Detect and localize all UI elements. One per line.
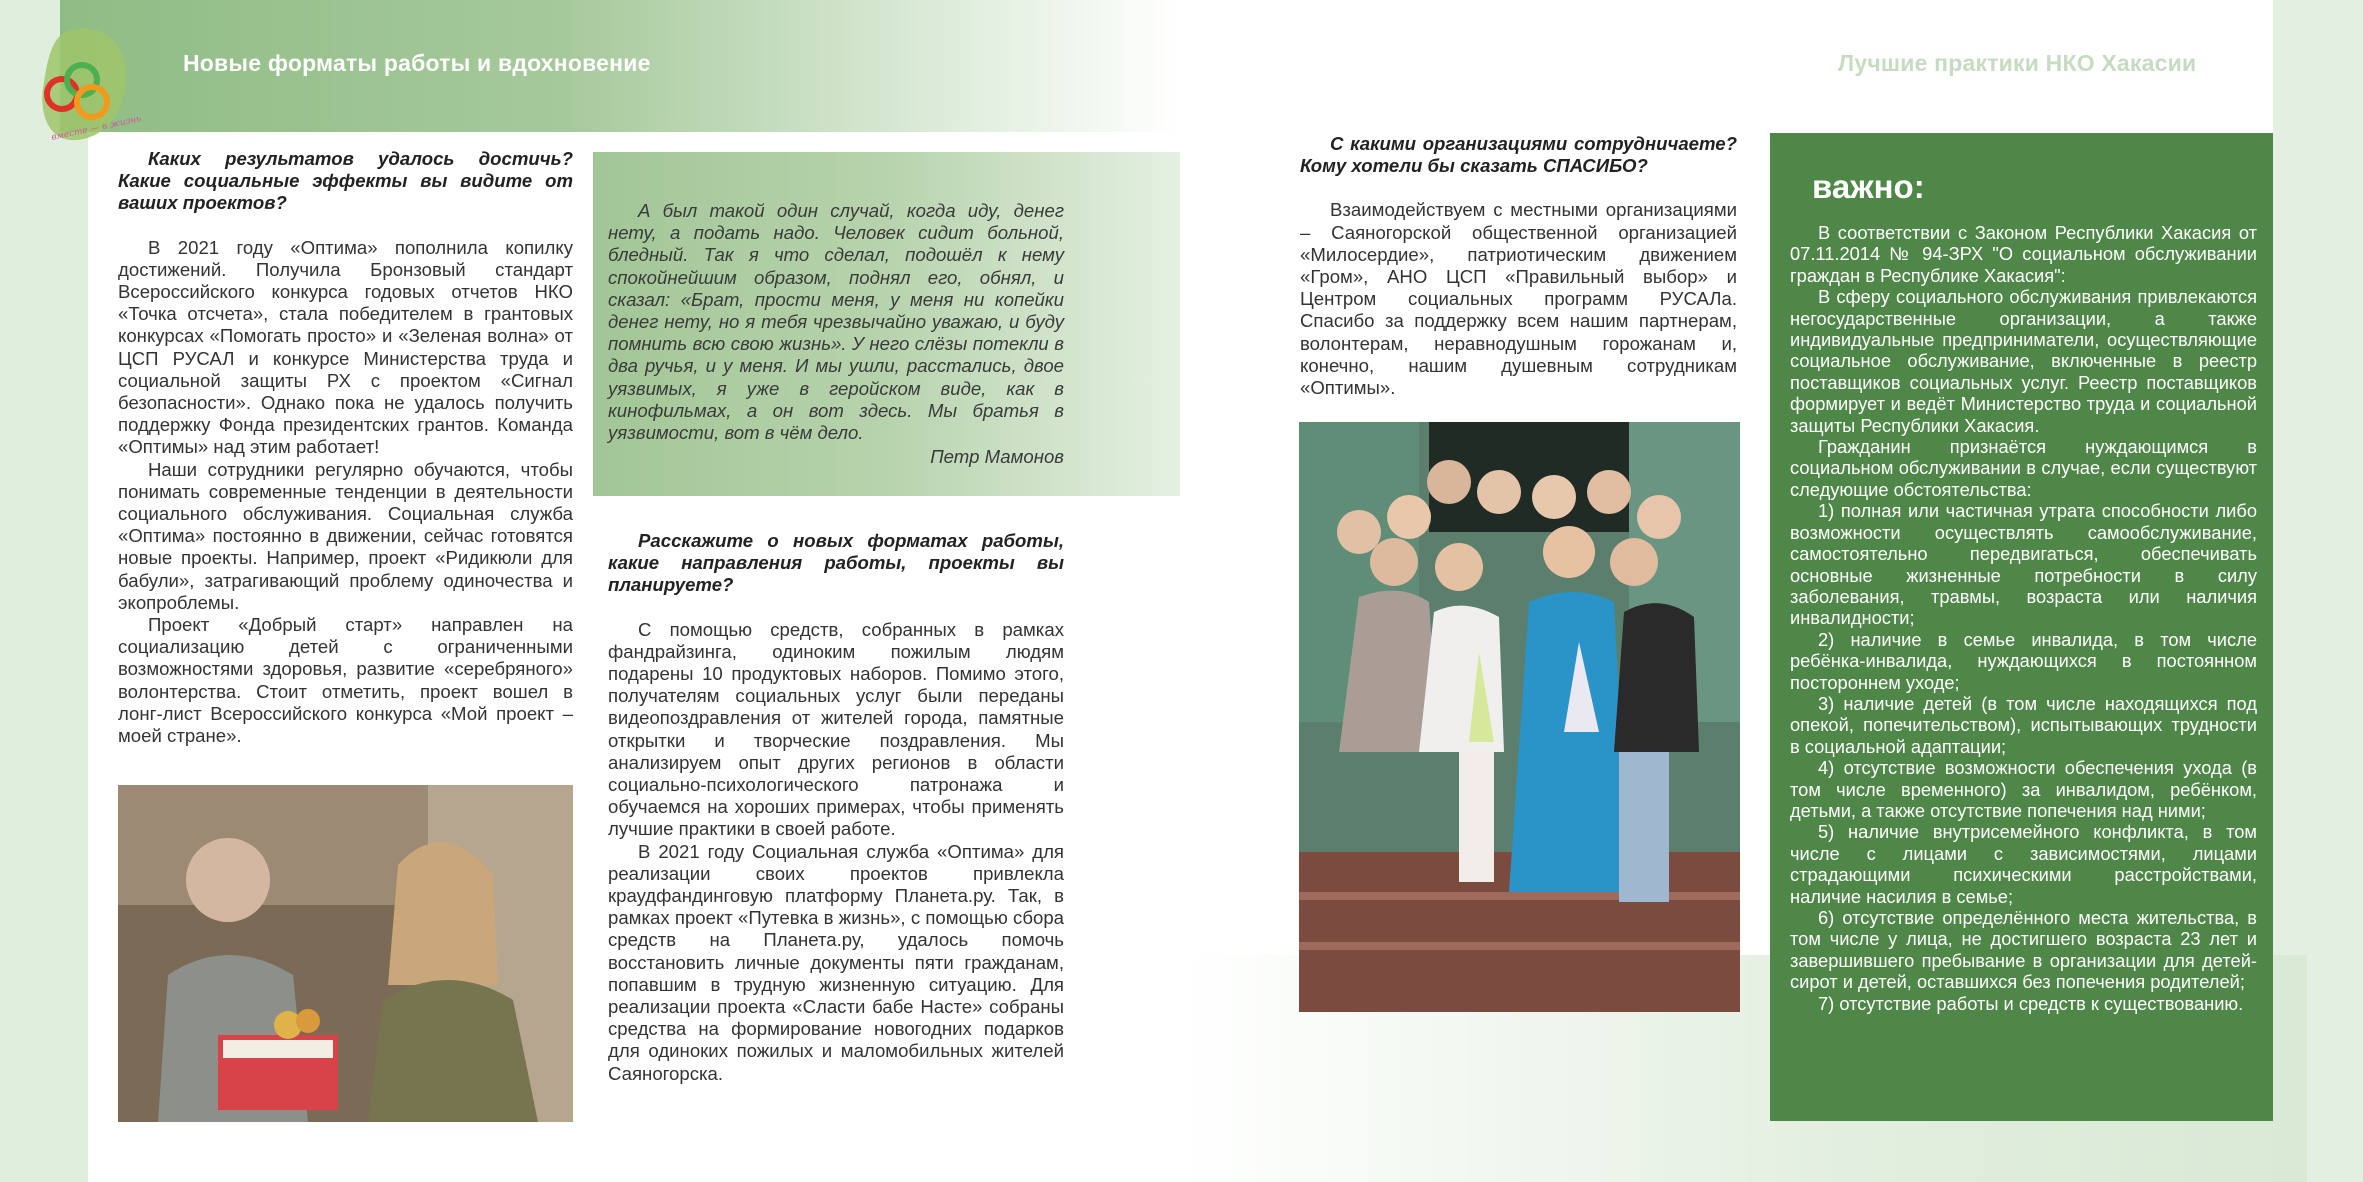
column-partners [1300,133,1737,399]
important-panel-title: важно: [1812,168,1925,205]
paragraph: В 2021 году Социальная служба «Оптима» для реализации своих проектов привлекла краудфандинговую платформу Планета.ру. Так, в рамках проект «Путевка в жизнь», с помощью сбора средств на Планета.ру, удалось помочь восстановить личные документы пяти гражданам, попавшим в трудную жизненную ситуацию. Для реализации проекта «Сласти бабе Насте» собраны средства на формирование новогодних подарков для одиноких пожилых и маломобильных жителей Саяногорска. [608,840,1064,1084]
panel-paragraph: 5) наличие внутрисемейного конфликта, в том числе с лицами с зависимостями, лицами страдающими психическими расстройствами, наличие насилия в семье; [1790,821,2257,907]
column-results [118,148,573,747]
left-edge-band [0,0,88,1182]
page-title-right: Лучшие практики НКО Хакасии [1838,50,2197,76]
paragraph: Наши сотрудники регулярно обучаются, чтобы понимать современные тенденции в деятельности социального обслуживания. Социальная служба «Оптима» постоянно в движении, сейчас готовятся новые проекты. Например, проект «Ридикюли для бабули», затрагивающий проблему одиночества и экопроблемы. [118,458,573,613]
leaf-logo-icon [30,22,142,152]
paragraph: С помощью средств, собранных в рамках фандрайзинга, одиноким пожилым людям подарены 10 продуктовых наборов. Помимо этого, получателям социальных услуг были переданы видеопоздравления от жителей города, памятные открытки и творческие поздравления. Мы анализируем опыт других регионов в области социально-психологического патронажа и обучаемся на хороших примерах, чтобы применять лучшие практики в своей работе. [608,618,1064,840]
panel-paragraph: В сферу социального обслуживания привлекаются негосударственные организации, а также индивидуальные предприниматели, осуществляющие социальное обслуживание, включенные в реестр поставщиков социальных услуг. Реестр поставщиков формирует и ведёт Министерство труда и социальной защиты Республики Хакасия. [1790,286,2257,436]
quote-text: А был такой один случай, когда иду, денег нету, а подать надо. Человек сидит больной, бледный. Так я что сделал, подошёл к нему спокойнейшим образом, поднял его, обнял, и сказал: «Брат, прости меня, у меня ни копейки денег нету, но я тебя чрезвычайно уважаю, и буду помнить всю свою жизнь». У него слёзы потекли в два ручья, и у меня. И мы ушли, расстались, двое уязвимых, я уже в геройском виде, как в кинофильмах, а он вот здесь. Мы братья в уязвимости, вот в чём дело. [608,200,1064,444]
svg-text:вместе — в жизнь: вместе — в жизнь [50,114,142,143]
paragraph: Взаимодействуем с местными организациями – Саяногорской общественной организацией «Милосердие», патриотическим движением «Гром», АНО ЦСП «Правильный выбор» и Центром социальных программ РУСАЛа. Спасибо за поддержку всем нашим партнерам, волонтерам, неравнодушным горожанам и, конечно, нашим душевным сотрудникам «Оптимы». [1300,199,1737,399]
panel-paragraph: 3) наличие детей (в том числе находящихся под опекой, попечительством), испытывающих трудности в социальной адаптации; [1790,692,2257,757]
question-results: Каких результатов удалось достичь? Какие социальные эффекты вы видите от ваших проектов? [118,148,573,214]
page-title-left: Новые форматы работы и вдохновение [183,50,651,76]
panel-paragraph: 1) полная или частичная утрата способности либо возможности осуществлять самообслуживание, самостоятельно передвигаться, обеспечивать основные жизненные потребности в силу заболевания, травмы, возраста или наличия инвалидности; [1790,500,2257,629]
photo-team-group [1299,422,1740,1012]
question-new-formats: Расскажите о новых форматах работы, какие направления работы, проекты вы планируете? [608,530,1064,596]
photo-elderly-man-gift [118,785,573,1122]
photo-illustration [1299,422,1740,1012]
question-partners: С какими организациями сотрудничаете? Кому хотели бы сказать СПАСИБО? [1300,133,1737,177]
column-new-formats [608,530,1064,1085]
panel-paragraph: 7) отсутствие работы и средств к существованию. [1818,992,2244,1014]
panel-paragraph: 2) наличие в семье инвалида, в том числе ребёнка-инвалида, нуждающихся в постоянном постороннем уходе; [1790,628,2257,693]
panel-paragraph: 4) отсутствие возможности обеспечения ухода (в том числе временного) за инвалидом, ребёнком, детьми, а также отсутствие попечения над ними; [1790,757,2257,821]
photo-illustration [118,785,573,1122]
paragraph: В 2021 году «Оптима» пополнила копилку достижений. Получила Бронзовый стандарт Всероссийского конкурса годовых отчетов НКО «Точка отсчета», стала победителем в грантовых конкурсах «Помогать просто» и «Зеленая волна» от ЦСП РУСАЛ и конкурсе Министерства труда и социальной защиты РХ с проектом «Сигнал безопасности». Однако пока не удалось получить поддержку Фонда президентских грантов. Команда «Оптимы» над этим работает! [118,236,573,458]
paragraph: Проект «Добрый старт» направлен на социализацию детей с ограниченными возможностями здоровья, развитие «серебряного» волонтерства. Стоит отметить, проект вошел в лонг-лист Всероссийского конкурса «Мой проект – моей стране». [118,614,573,747]
important-panel-body [1790,222,2257,1014]
panel-paragraph: В соответствии с Законом Республики Хакасия от 07.11.2014 № 94-ЗРХ "О социальном обслуживании граждан в Республике Хакасия": [1790,222,2257,286]
panel-paragraph: 6) отсутствие определённого места жительства, в том числе у лица, не достигшего возраста 23 лет и завершившего пребывание в организации для детей-сирот и детей, оставшихся без попечения родителей; [1790,907,2257,993]
quote-author: Петр Мамонов [930,446,1064,467]
panel-paragraph: Гражданин признаётся нуждающимся в социальном обслуживании в случае, если существуют следующие обстоятельства: [1790,436,2257,500]
